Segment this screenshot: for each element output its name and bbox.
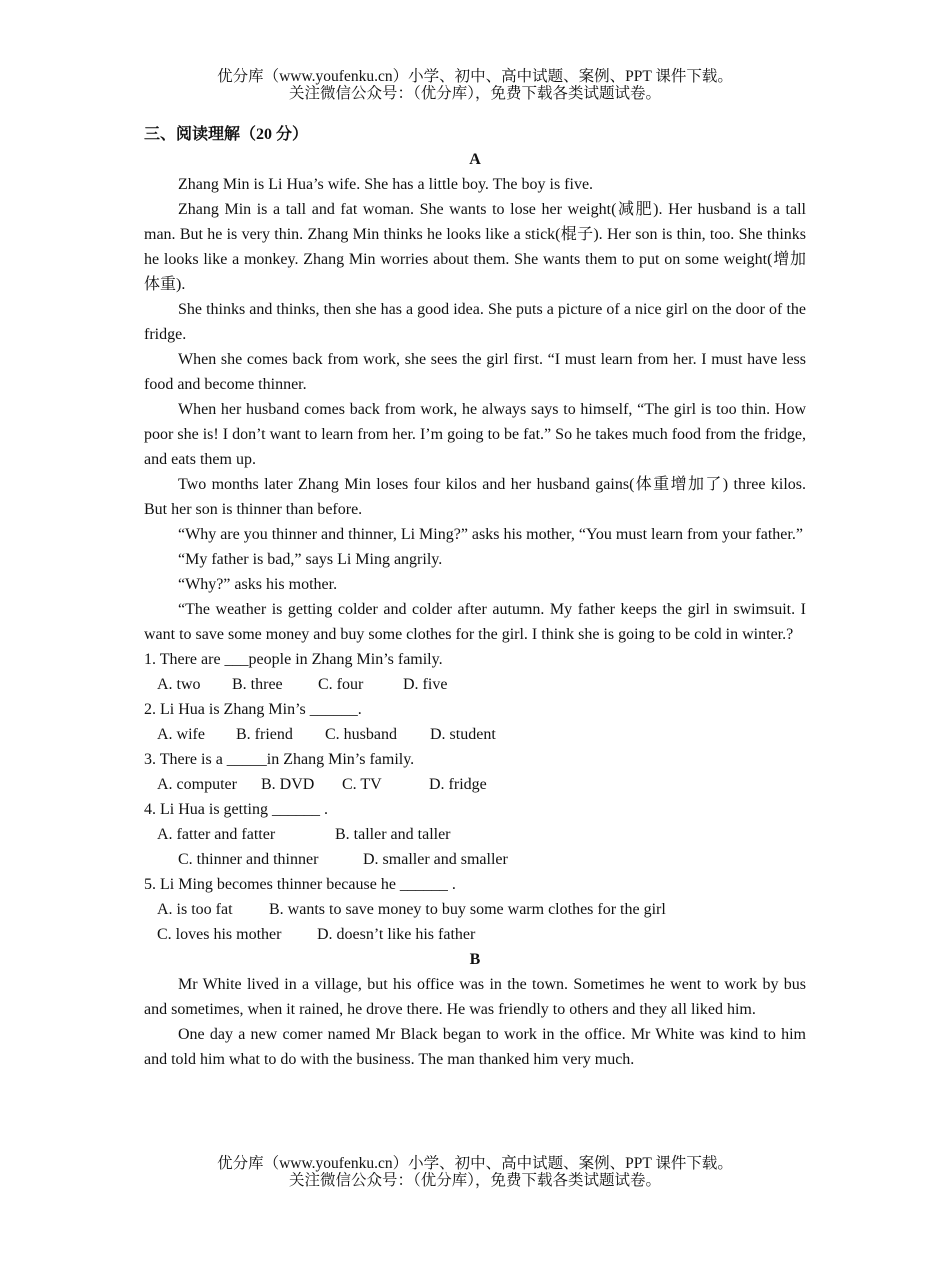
option: D. five xyxy=(403,676,448,693)
page-header xyxy=(0,68,950,102)
header-line-2: 关注微信公众号：（优分库），免费下载各类试题试卷。 xyxy=(288,85,661,102)
header-line-1: 优分库（www.youfenku.cn）小学、初中、高中试题、案例、PPT 课件下载。 xyxy=(217,68,733,85)
question-options xyxy=(144,922,806,947)
question-stem: 4. Li Hua is getting ______ . xyxy=(144,801,328,818)
question-stem: 3. There is a _____in Zhang Min’s family. xyxy=(144,751,415,768)
question-options xyxy=(144,772,806,797)
option: C. husband xyxy=(325,726,397,743)
option: D. smaller and smaller xyxy=(363,851,508,868)
passage-a-paragraph: Zhang Min is Li Hua’s wife. She has a little boy. The boy is five. xyxy=(178,176,594,193)
option: C. TV xyxy=(342,776,382,793)
option: A. wife xyxy=(157,726,205,743)
question-stem: 1. There are ___people in Zhang Min’s family. xyxy=(144,651,443,668)
section-title: 三、阅读理解（20 分） xyxy=(144,126,309,143)
question-options xyxy=(144,822,806,847)
passage-b-paragraph: Mr White lived in a village, but his office was in the town. Sometimes he went to work by bus and sometimes, when it rained, he drove there. He was friendly to others and they all liked him. xyxy=(144,976,806,1018)
option: B. friend xyxy=(236,726,293,743)
page-footer xyxy=(0,1155,950,1189)
option: D. student xyxy=(430,726,496,743)
question-options xyxy=(144,722,806,747)
questions xyxy=(144,647,806,947)
question-options xyxy=(144,847,806,872)
option: A. is too fat xyxy=(157,901,233,918)
passage-a xyxy=(144,172,806,647)
passage-a-paragraph: “The weather is getting colder and colder after autumn. My father keeps the girl in swimsuit. I want to save some money and buy some clothes for the girl. I think she is going to be cold in winter.? xyxy=(144,601,806,643)
document-body xyxy=(144,122,806,1072)
passage-a-paragraph: “My father is bad,” says Li Ming angrily. xyxy=(178,551,443,568)
option: B. three xyxy=(232,676,283,693)
passage-a-paragraph: “Why are you thinner and thinner, Li Ming?” asks his mother, “You must learn from your father.” xyxy=(178,526,803,543)
option: B. wants to save money to buy some warm clothes for the girl xyxy=(269,901,666,918)
passage-b-paragraph: One day a new comer named Mr Black began to work in the office. Mr White was kind to him and told him what to do with the business. The man thanked him very much. xyxy=(144,1026,806,1068)
question-stem: 5. Li Ming becomes thinner because he ______ . xyxy=(144,876,456,893)
passage-a-paragraph: When she comes back from work, she sees the girl first. “I must learn from her. I must have less food and become thinner. xyxy=(144,351,806,393)
passage-a-title: A xyxy=(469,151,481,168)
option: C. loves his mother xyxy=(157,926,282,943)
passage-b xyxy=(144,972,806,1072)
passage-a-paragraph: “Why?” asks his mother. xyxy=(178,576,338,593)
option: A. computer xyxy=(157,776,237,793)
option: B. DVD xyxy=(261,776,315,793)
option: A. fatter and fatter xyxy=(157,826,276,843)
question-options xyxy=(144,897,806,922)
question-stem: 2. Li Hua is Zhang Min’s ______. xyxy=(144,701,362,718)
option: D. doesn’t like his father xyxy=(317,926,476,943)
passage-b-title: B xyxy=(469,951,481,968)
option: A. two xyxy=(157,676,201,693)
passage-a-paragraph: Two months later Zhang Min loses four kilos and her husband gains(体重增加了) three kilos. But her son is thinner than before. xyxy=(144,476,806,518)
footer-line-2: 关注微信公众号：（优分库），免费下载各类试题试卷。 xyxy=(288,1172,661,1189)
option: C. thinner and thinner xyxy=(178,851,319,868)
passage-a-paragraph: When her husband comes back from work, he always says to himself, “The girl is too thin. How poor she is! I don’t want to learn from her. I’m going to be fat.” So he takes much food from the fridge, and eats them up. xyxy=(144,401,806,468)
option: D. fridge xyxy=(429,776,487,793)
footer-line-1: 优分库（www.youfenku.cn）小学、初中、高中试题、案例、PPT 课件下载。 xyxy=(217,1155,733,1172)
option: B. taller and taller xyxy=(335,826,451,843)
question-options xyxy=(144,672,806,697)
passage-a-paragraph: She thinks and thinks, then she has a good idea. She puts a picture of a nice girl on the door of the fridge. xyxy=(144,301,806,343)
passage-a-paragraph: Zhang Min is a tall and fat woman. She wants to lose her weight(减肥). Her husband is a tall man. But he is very thin. Zhang Min thinks he looks like a stick(棍子). Her son is thin, too. She thinks he looks like a monkey. Zhang Min worries about them. She wants them to put on some weight(增加体重). xyxy=(144,201,806,293)
option: C. four xyxy=(318,676,364,693)
